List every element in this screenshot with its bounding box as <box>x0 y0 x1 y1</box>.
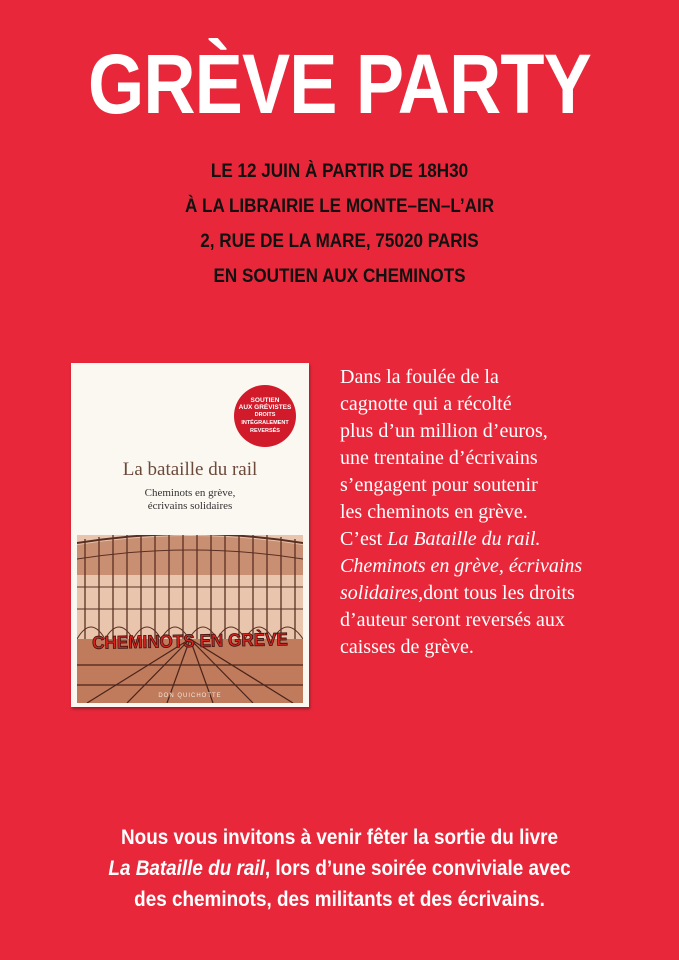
badge-line: SOUTIEN <box>250 397 280 404</box>
badge-line: AUX GRÉVISTES <box>238 404 292 411</box>
description-book-subtitle: solidaires <box>340 582 419 604</box>
description-line: les cheminots en grève. <box>340 501 528 523</box>
badge-line: REVERSÉS <box>250 428 280 434</box>
description-line: cagnotte qui a récolté <box>340 393 512 415</box>
support-badge <box>234 385 296 447</box>
invitation-line: des cheminots, des militants et des écrivains. <box>134 888 545 911</box>
description-line: d’auteur seront reversés aux <box>340 609 565 631</box>
badge-line: DROITS <box>254 412 276 418</box>
description-text: C’est <box>340 528 388 550</box>
description-line <box>340 580 660 607</box>
book-subtitle-line: écrivains solidaires <box>147 500 233 512</box>
book-title: La bataille du rail <box>122 459 258 480</box>
invitation-text <box>34 822 645 915</box>
event-address-line: 2, RUE DE LA MARE, 75020 PARIS <box>200 231 479 252</box>
event-date-line: LE 12 JUIN À PARTIR DE 18H30 <box>210 161 469 182</box>
book-cover <box>71 363 309 707</box>
station-illustration <box>77 535 303 703</box>
invitation-text-part: , lors d’une soirée conviviale avec <box>264 857 571 880</box>
book-subtitle-line: Cheminots en grève, <box>144 487 236 499</box>
description-book-subtitle: Cheminots en grève, écrivains <box>340 555 583 577</box>
description-line <box>340 553 660 580</box>
event-venue-line: À LA LIBRAIRIE LE MONTE–EN–L’AIR <box>184 196 495 217</box>
publisher-label: DON QUICHOTTE <box>158 693 222 699</box>
invitation-line: Nous vous invitons à venir fêter la sortie du livre <box>121 826 558 849</box>
invitation-book-title: La Bataille du rail <box>108 857 265 880</box>
description-book-title: La Bataille du rail. <box>387 528 541 550</box>
invitation-line <box>34 853 645 884</box>
description-line: s’engagent pour soutenir <box>340 474 538 496</box>
book-subtitle <box>71 487 309 513</box>
badge-line: INTÉGRALEMENT <box>241 420 289 426</box>
book-description <box>340 364 660 661</box>
event-cause-line: EN SOUTIEN AUX CHEMINOTS <box>213 266 466 287</box>
description-line: une trentaine d’écrivains <box>340 447 538 469</box>
poster-title: GRÈVE PARTY <box>88 37 591 131</box>
cover-banner: CHEMINOTS EN GRÈVE <box>91 629 289 653</box>
description-line: Dans la foulée de la <box>340 366 499 388</box>
event-info <box>34 154 645 294</box>
description-line: plus d’un million d’euros, <box>340 420 548 442</box>
description-line <box>340 526 660 553</box>
description-line: caisses de grève. <box>340 636 474 658</box>
description-text: ,dont tous les droits <box>418 582 575 604</box>
